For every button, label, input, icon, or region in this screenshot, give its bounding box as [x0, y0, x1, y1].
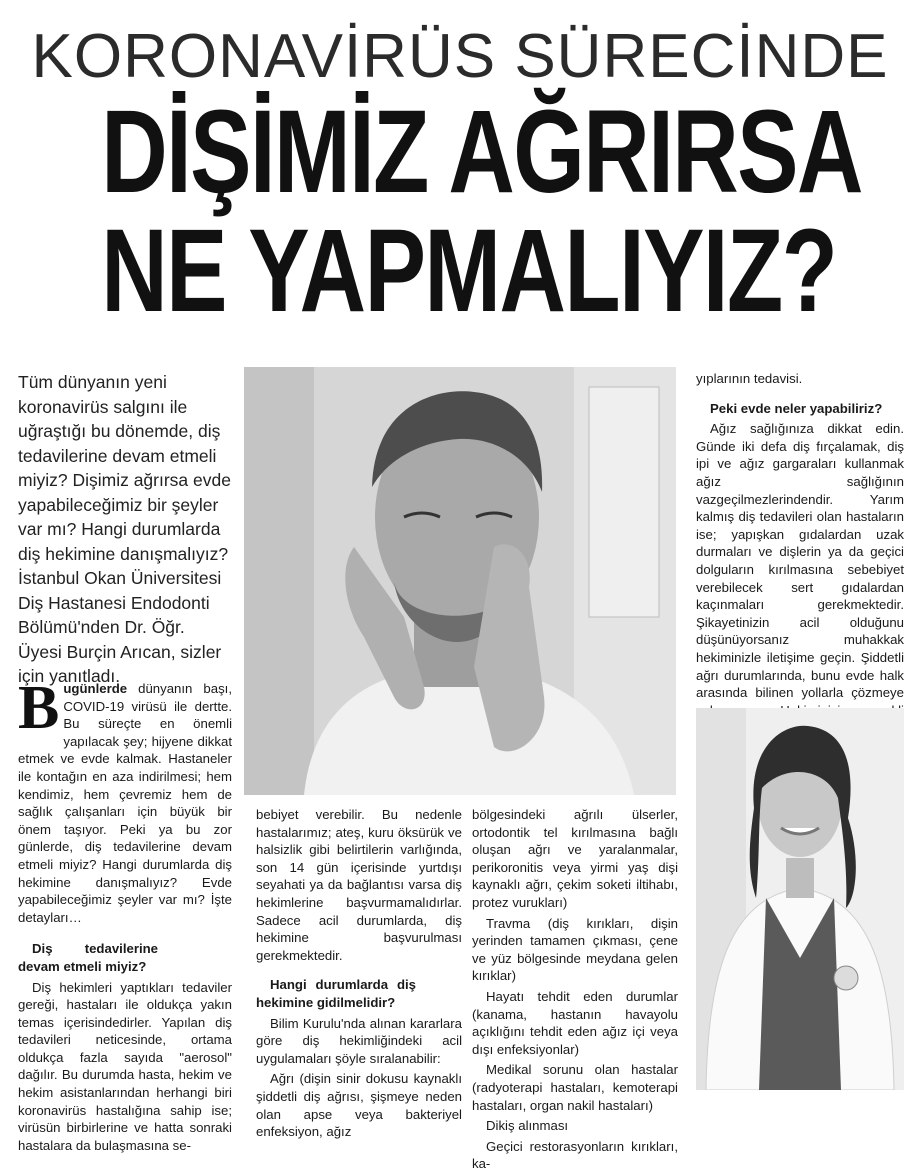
col4-top: yıplarının tedavisi. — [696, 371, 803, 386]
headline-line-2: NE YAPMALIYIZ? — [101, 205, 837, 337]
column-2 — [256, 806, 462, 1144]
intro-bold: ugünlerde — [63, 681, 128, 696]
lead-paragraph — [18, 370, 232, 689]
column-1 — [18, 674, 232, 1157]
col3-paragraph-1: bölgesindeki ağrılı ülserler, ortodontik tel kırılmasına bağlı oluşan ağrı ve yaralanmalar, perikoronitis veya yirmi yaş dişi kaynaklı ağrı, çekim soketi iltihabı, protez vurukları) — [472, 807, 678, 910]
col3-paragraph-4: Medikal sorunu olan hastalar (radyoterapi hastaları, kemoterapi hastaları, organ nakil hastaları) — [472, 1062, 678, 1113]
subhead-devam: Diş tedavilerine devam etmeli miyiz? — [18, 941, 158, 974]
toothache-photo — [244, 367, 676, 795]
subhead-hangi: Hangi durumlarda diş hekimine gidilmelidir? — [256, 977, 416, 1010]
headline-line-1: DİŞİMİZ AĞRIRSA — [101, 86, 862, 218]
col3-paragraph-6: Geçici restorasyonların kırıkları, ka- — [472, 1138, 678, 1172]
kicker: KORONAVİRÜS SÜRECİNDE — [31, 22, 889, 91]
subhead-evde: Peki evde neler yapabiliriz? — [710, 400, 883, 416]
col2-paragraph-1: bebiyet verebilir. Bu nedenle hastalarımız; ateş, kuru öksürük ve halsizlik gibi belirtilerin varlığında, son 14 gün içerisinde yurtdışı seyahati ya da bağlantısı varsa diş hekimlerine başvurmamalıdırlar. Sadece acil durumlarda, diş hekimine başvurulması gerekmektedir. — [256, 807, 462, 963]
intro-rest: dünyanın başı, COVID-19 virüsü ile dertte. Bu süreçte en önemli yapılacak şey; hijyene dikkat etmek ve evde kalmak. Hastaneler ile kontağın en aza indirilmesi; hem kendimiz, hem çevremiz hem de sağlık çalışanları için büyük bir önem taşıyor. Peki ya bu zor günlerde, diş tedavilerine devam etmeli miyiz? Hangi durumlarda diş hekimine danışmalıyız? Evde yapabileceğimiz şeyler var mı? İşte detayları… — [18, 681, 232, 925]
col4-text: Ağız sağlığınıza dikkat edin. Günde iki defa diş fırçalamak, diş ipi ve ağız gargaraları kullanmak ağız sağlığının vazgeçilmezlerindendir. Yarım kalmış diş tedavileri olan hastaların ise; yapışkan gıdalardan uzak durmaları ve dişlerin ya da geçici dolguların kırılmasına sebebiyet verebilecek sert gıdalardan kaçınmaları gerekmektedir. Şikayetinizin acil olduğunu düşünüyorsanız muhakkak hekiminizle iletişime geçin. Şiddetli ağrı durumlarında, bunu evde halk arasında bilinen yollarla çözmeye — [696, 421, 904, 701]
column-3 — [472, 806, 678, 1176]
toothache-photo-image — [244, 367, 676, 795]
col2-paragraph-3: Ağrı (dişin sinir dokusu kaynaklı şiddetli diş ağrısı, şişmeye neden olan apse veya bakteriyel enfeksiyon, ağız — [256, 1071, 462, 1140]
col1-paragraph: Diş hekimleri yaptıkları tedaviler gereği, hastaları ile oldukça yakın temas içerisindedirler. Yapılan diş tedavileri neticesinde, ortama oldukça fazla sayıda "aerosol" dağılır. Bu durumda hasta, hekim ve hekim asistanlarından herhangi biri koronavirüs hastalığına sahip ise; virüsün birbirlerine ve hatta sonraki hastalara da bulaşmasına se- — [18, 979, 232, 1153]
col3-paragraph-3: Hayatı tehdit eden durumlar (kanama, hastanın havayolu açıklığını tehdit eden ağız içi veya dışı enfeksiyonlar) — [472, 988, 678, 1057]
col2-paragraph-2: Bilim Kurulu'nda alınan kararlara göre diş hekimliğindeki acil uygulamaları şöyle sıralanabilir: — [256, 1015, 462, 1066]
drop-cap: B — [18, 674, 60, 742]
lead-text: Tüm dünyanın yeni koronavirüs salgını ile uğraştığı bu dönemde, diş tedavilerine devam etmeli miyiz? Dişimiz ağrırsa evde yapabileceğimiz bir şeyler var mı? Hangi durumlarda diş hekimine danışmalıyız? İstanbul Okan Üniversitesi Diş Hastanesi Endodonti Bölümü'nden Dr. Öğr. Üyesi Burçin Arıcan, sizler için yanıtladı. — [18, 372, 231, 686]
col3-paragraph-5: Dikiş alınması — [486, 1118, 569, 1134]
doctor-portrait — [696, 708, 904, 1090]
intro-paragraph — [18, 674, 232, 926]
doctor-portrait-image — [696, 708, 904, 1090]
col3-paragraph-2: Travma (diş kırıkları, dişin yerinden tamamen çıkması, çene ve yüz bölgesinde meydana gelen kırıklar) — [472, 915, 678, 984]
